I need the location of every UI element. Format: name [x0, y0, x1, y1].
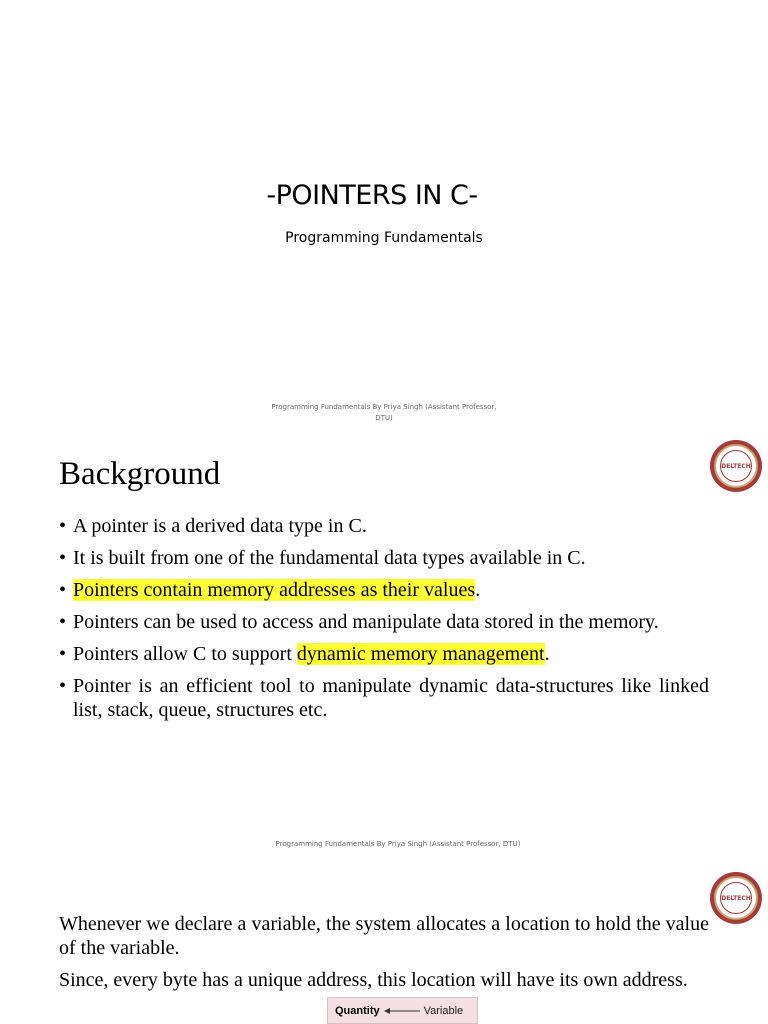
footer-line-2: DTU) [375, 414, 393, 422]
diagram-quantity-label: Quantity [335, 1004, 380, 1017]
logo-text: DELTECH [720, 450, 752, 482]
arrow-left-icon [384, 1007, 420, 1015]
diagram-variable-label: Variable [423, 1004, 464, 1017]
slide-subtitle: Programming Fundamentals [285, 230, 483, 246]
paragraph: Since, every byte has a unique address, this location will have its own address. [59, 969, 688, 991]
slide-footer [250, 402, 518, 424]
dtu-logo [710, 872, 762, 924]
footer-line-1: Programming Fundamentals By Priya Singh (Assistant Professor, [271, 403, 497, 411]
highlighted-text: Pointers contain memory addresses as their values [73, 579, 476, 601]
bullet-item: • Pointers allow C to support dynamic memory management. [59, 642, 709, 666]
slide-footer: Programming Fundamentals By Priya Singh (Assistant Professor, DTU) [275, 840, 521, 848]
bullet-item: • Pointer is an efficient tool to manipulate dynamic data-structures like linked list, stack, queue, structures etc. [59, 674, 709, 722]
bullet-item: • A pointer is a derived data type in C. [59, 514, 709, 538]
bullet-item: • It is built from one of the fundamental data types available in C. [59, 546, 709, 570]
bullet-item: • Pointers contain memory addresses as their values. [59, 578, 709, 602]
dtu-logo [710, 440, 762, 492]
section-heading: Background [59, 456, 221, 492]
slide-title: -POINTERS IN C- [266, 180, 478, 211]
bullet-list [59, 514, 709, 730]
highlighted-text: dynamic memory management [296, 643, 545, 665]
memory-diagram [327, 997, 478, 1024]
paragraph: Whenever we declare a variable, the system allocates a location to hold the value of the variable. [59, 913, 709, 959]
logo-text: DELTECH [720, 882, 752, 914]
bullet-item: • Pointers can be used to access and manipulate data stored in the memory. [59, 610, 709, 634]
